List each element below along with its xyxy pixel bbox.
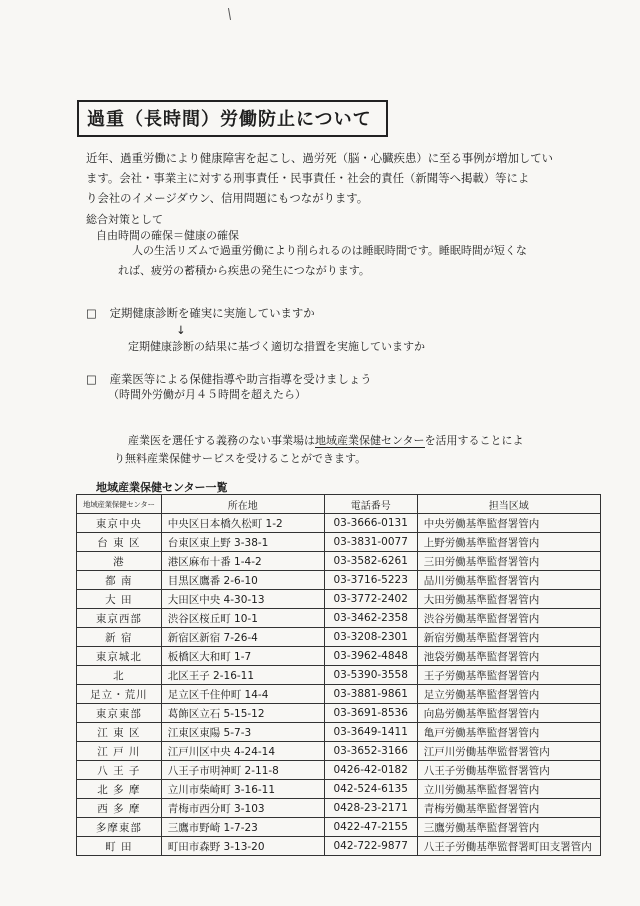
table-row: [77, 533, 601, 552]
phone-cell: 03-3881-9861: [324, 685, 417, 704]
center-list-title: 地域産業保健センター一覧: [96, 481, 228, 494]
phone-cell: 03-3462-2358: [324, 609, 417, 628]
center-name-cell: 東京中央: [77, 514, 162, 533]
guidance-line-2: り無料産業保健サービスを受けることができます。: [114, 452, 367, 465]
address-cell: 江東区東陽 5-7-3: [161, 723, 324, 742]
center-name-cell: 西 多 摩: [77, 799, 162, 818]
measures-line: れば、疲労の蓄積から疾患の発生につながります。: [118, 264, 370, 277]
address-cell: 足立区千住仲町 14-4: [161, 685, 324, 704]
jurisdiction-cell: 品川労働基準監督署管内: [417, 571, 600, 590]
center-name-cell: 江 戸 川: [77, 742, 162, 761]
center-name-cell: 台 東 区: [77, 533, 162, 552]
phone-cell: 03-3582-6261: [324, 552, 417, 571]
phone-cell: 03-3208-2301: [324, 628, 417, 647]
column-header: 所在地: [161, 495, 324, 514]
phone-cell: 0428-23-2171: [324, 799, 417, 818]
address-cell: 八王子市明神町 2-11-8: [161, 761, 324, 780]
intro-line: り会社のイメージダウン、信用問題にもつながります。: [86, 191, 369, 205]
address-cell: 港区麻布十番 1-4-2: [161, 552, 324, 571]
table-row: [77, 590, 601, 609]
address-cell: 葛飾区立石 5-15-12: [161, 704, 324, 723]
jurisdiction-cell: 亀戸労働基準監督署管内: [417, 723, 600, 742]
checklist-item-2-text: 産業医等による保健指導や助言指導を受けましょう: [109, 372, 372, 386]
intro-line: ます。会社・事業主に対する刑事責任・民事責任・社会的責任（新聞等へ掲載）等によ: [86, 171, 530, 185]
measures-heading: 総合対策として: [86, 213, 163, 226]
column-header: 電話番号: [324, 495, 417, 514]
checklist-item-1-followup: 定期健康診断の結果に基づく適切な措置を実施していますか: [128, 340, 425, 353]
address-cell: 台東区東上野 3-38-1: [161, 533, 324, 552]
jurisdiction-cell: 渋谷労働基準監督署管内: [417, 609, 600, 628]
jurisdiction-cell: 青梅労働基準監督署管内: [417, 799, 600, 818]
jurisdiction-cell: 中央労働基準監督署管内: [417, 514, 600, 533]
checklist-item-1-text: 定期健康診断を確実に実施していますか: [109, 306, 315, 320]
checklist-item-2-note: （時間外労働が月４５時間を超えたら）: [108, 388, 306, 401]
center-name-cell: 港: [77, 552, 162, 571]
jurisdiction-cell: 大田労働基準監督署管内: [417, 590, 600, 609]
column-header: 地域産業保健センター: [77, 495, 162, 514]
center-name-cell: 新 宿: [77, 628, 162, 647]
jurisdiction-cell: 立川労働基準監督署管内: [417, 780, 600, 799]
table-row: [77, 609, 601, 628]
down-arrow-icon: ↓: [176, 323, 186, 337]
guidance-suffix: を活用することによ: [424, 434, 524, 447]
address-cell: 江戸川区中央 4-24-14: [161, 742, 324, 761]
jurisdiction-cell: 江戸川労働基準監督署管内: [417, 742, 600, 761]
phone-cell: 03-3772-2402: [324, 590, 417, 609]
jurisdiction-cell: 向島労働基準監督署管内: [417, 704, 600, 723]
center-table: [76, 494, 601, 856]
jurisdiction-cell: 三田労働基準監督署管内: [417, 552, 600, 571]
table-row: [77, 723, 601, 742]
table-row: [77, 761, 601, 780]
table-row: [77, 647, 601, 666]
checkbox-icon: □: [86, 372, 97, 386]
address-cell: 目黒区鷹番 2-6-10: [161, 571, 324, 590]
guidance-highlight: 地域産業保健センター: [315, 434, 425, 447]
center-name-cell: 北 多 摩: [77, 780, 162, 799]
table-row: [77, 780, 601, 799]
table-row: [77, 571, 601, 590]
table-row: [77, 628, 601, 647]
phone-cell: 0426-42-0182: [324, 761, 417, 780]
page-title: 過重（長時間）労働防止について: [77, 100, 388, 137]
jurisdiction-cell: 足立労働基準監督署管内: [417, 685, 600, 704]
table-row: [77, 666, 601, 685]
stray-mark: [228, 8, 231, 20]
measures-body: [118, 241, 527, 281]
intro-paragraph: [86, 148, 553, 208]
jurisdiction-cell: 王子労働基準監督署管内: [417, 666, 600, 685]
address-cell: 板橋区大和町 1-7: [161, 647, 324, 666]
phone-cell: 042-524-6135: [324, 780, 417, 799]
table-row: [77, 514, 601, 533]
center-name-cell: 東京東部: [77, 704, 162, 723]
checkbox-icon: □: [86, 306, 97, 320]
address-cell: 中央区日本橋久松町 1-2: [161, 514, 324, 533]
center-name-cell: 多摩東部: [77, 818, 162, 837]
table-row: [77, 799, 601, 818]
phone-cell: 03-3649-1411: [324, 723, 417, 742]
intro-line: 近年、過重労働により健康障害を起こし、過労死（脳・心臓疾患）に至る事例が増加してい: [86, 151, 554, 165]
phone-cell: 03-3716-5223: [324, 571, 417, 590]
column-header: 担当区域: [417, 495, 600, 514]
phone-cell: 03-3962-4848: [324, 647, 417, 666]
center-name-cell: 八 王 子: [77, 761, 162, 780]
address-cell: 町田市森野 3-13-20: [161, 837, 324, 856]
table-body: [77, 514, 601, 856]
phone-cell: 0422-47-2155: [324, 818, 417, 837]
jurisdiction-cell: 新宿労働基準監督署管内: [417, 628, 600, 647]
address-cell: 立川市柴崎町 3-16-11: [161, 780, 324, 799]
table-row: [77, 818, 601, 837]
phone-cell: 03-3652-3166: [324, 742, 417, 761]
table-row: [77, 704, 601, 723]
address-cell: 渋谷区桜丘町 10-1: [161, 609, 324, 628]
address-cell: 青梅市西分町 3-103: [161, 799, 324, 818]
address-cell: 新宿区新宿 7-26-4: [161, 628, 324, 647]
table-header-row: [77, 495, 601, 514]
table-row: [77, 837, 601, 856]
jurisdiction-cell: 八王子労働基準監督署町田支署管内: [417, 837, 600, 856]
measures-subheading: 自由時間の確保＝健康の確保: [96, 229, 239, 242]
center-name-cell: 東京城北: [77, 647, 162, 666]
phone-cell: 03-3691-8536: [324, 704, 417, 723]
guidance-line-1: [128, 431, 524, 451]
address-cell: 三鷹市野崎 1-7-23: [161, 818, 324, 837]
measures-line: 人の生活リズムで過重労働により削られるのは睡眠時間です。睡眠時間が短くな: [132, 244, 527, 257]
phone-cell: 03-3831-0077: [324, 533, 417, 552]
phone-cell: 03-5390-3558: [324, 666, 417, 685]
center-name-cell: 北: [77, 666, 162, 685]
center-name-cell: 大 田: [77, 590, 162, 609]
center-name-cell: 都 南: [77, 571, 162, 590]
address-cell: 北区王子 2-16-11: [161, 666, 324, 685]
address-cell: 大田区中央 4-30-13: [161, 590, 324, 609]
table-row: [77, 552, 601, 571]
center-name-cell: 町 田: [77, 837, 162, 856]
table-row: [77, 685, 601, 704]
guidance-prefix: 産業医を選任する義務のない事業場は: [128, 434, 315, 447]
center-name-cell: 東京西部: [77, 609, 162, 628]
center-name-cell: 江 東 区: [77, 723, 162, 742]
phone-cell: 03-3666-0131: [324, 514, 417, 533]
table-row: [77, 742, 601, 761]
center-name-cell: 足立・荒川: [77, 685, 162, 704]
jurisdiction-cell: 上野労働基準監督署管内: [417, 533, 600, 552]
jurisdiction-cell: 八王子労働基準監督署管内: [417, 761, 600, 780]
checklist-item-1: [86, 303, 315, 323]
jurisdiction-cell: 池袋労働基準監督署管内: [417, 647, 600, 666]
jurisdiction-cell: 三鷹労働基準監督署管内: [417, 818, 600, 837]
phone-cell: 042-722-9877: [324, 837, 417, 856]
